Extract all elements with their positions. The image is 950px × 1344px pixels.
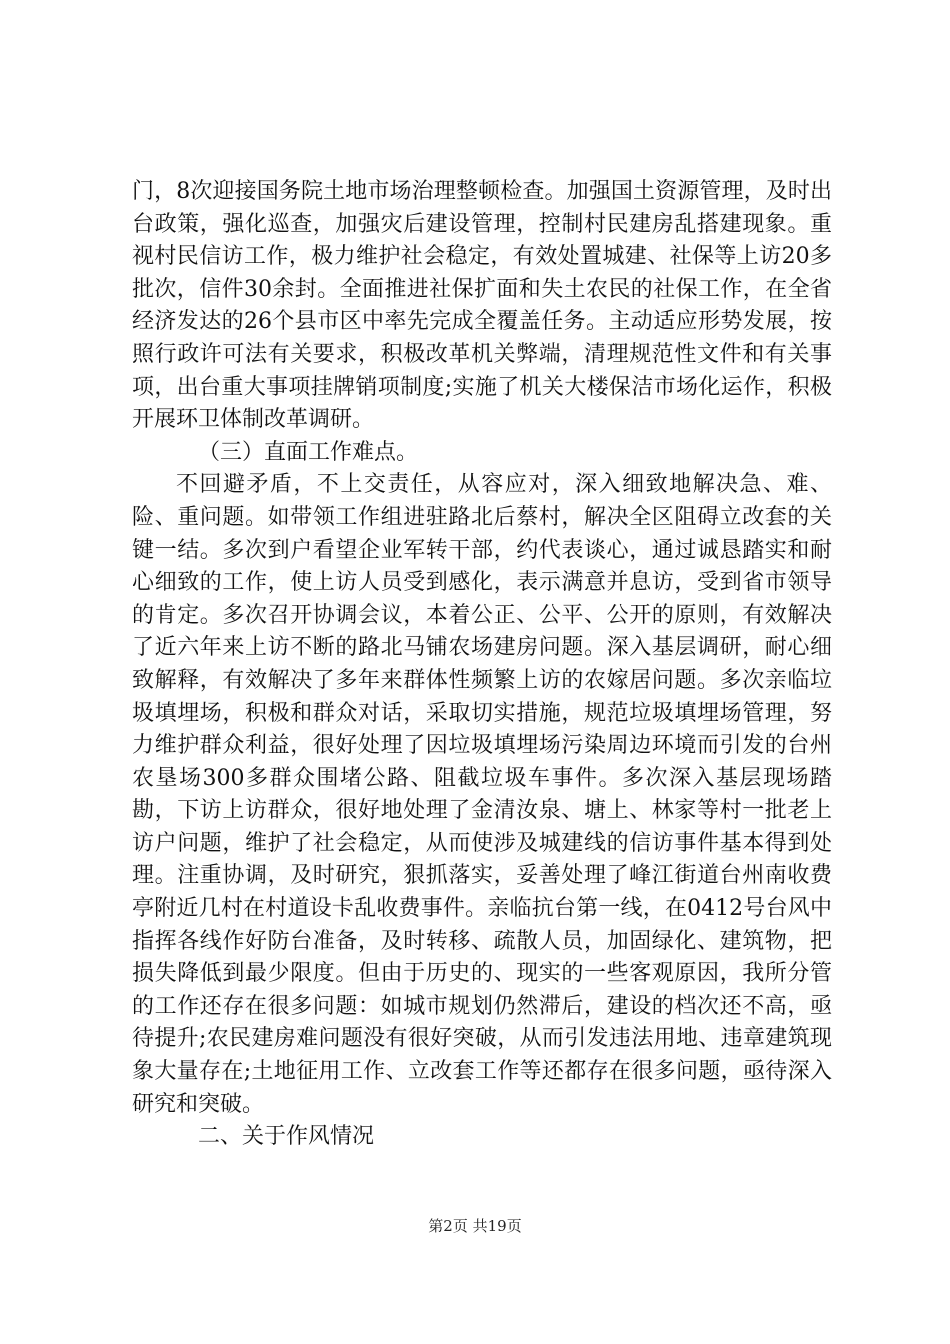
page-footer: 第2页 共19页 bbox=[428, 1217, 522, 1235]
section-heading-2: 二、关于作风情况 bbox=[198, 1124, 375, 1150]
section-heading-3: （三）直面工作难点。 bbox=[198, 439, 419, 465]
paragraph-difficulties: 不回避矛盾，不上交责任，从容应对，深入细致地解决急、难、险、重问题。如带领工作组进驻路北后蔡村，解决全区阻碍立改套的关键一结。多次到户看望企业军转干部，约代表谈心，通过诚恳踏实和耐心细致的工作，使上访人员受到感化，表示满意并息访，受到省市领导的肯定。多次召开协调会议，本着公正、公平、公开的原则，有效解决了近六年来上访不断的路北马铺农场建房问题。深入基层调研，耐心细致解释，有效解决了多年来群体性频繁上访的农嫁居问题。多次亲临垃圾填埋场，积极和群众对话，采取切实措施，规范垃圾填埋场管理，努力维护群众利益，很好处理了因垃圾填埋场污染周边环境而引发的台州农垦场300多群众围堵公路、阻截垃圾车事件。多次深入基层现场踏勘，下访上访群众，很好地处理了金清汝泉、塘上、林家等村一批老上访户问题，维护了社会稳定，从而使涉及城建线的信访事件基本得到处理。注重协调，及时研究，狠抓落实，妥善处理了峰江街道台州南收费亭附近几村在村道设卡乱收费事件。亲临抗台第一线，在0412号台风中指挥各线作好防台准备，及时转移、疏散人员，加固绿化、建筑物，把损失降低到最少限度。但由于历史的、现实的一些客观原因，我所分管的工作还存在很多问题：如城市规划仍然滞后，建设的档次还不高，亟待提升;农民建房难问题没有很好突破，从而引发违法用地、违章建筑现象大量存在;土地征用工作、立改套工作等还都存在很多问题，亟待深入研究和突破。 bbox=[132, 472, 832, 1117]
document-body bbox=[132, 176, 832, 1154]
paragraph-continuation: 门，8次迎接国务院土地市场治理整顿检查。加强国土资源管理，及时出台政策，强化巡查，加强灾后建设管理，控制村民建房乱搭建现象。重视村民信访工作，极力维护社会稳定，有效处置城建、社保等上访20多批次，信件30余封。全面推进社保扩面和失土农民的社保工作，在全省经济发达的26个县市区中率先完成全覆盖任务。主动适应形势发展，按照行政许可法有关要求，积极改革机关弊端，清理规范性文件和有关事项，出台重大事项挂牌销项制度;实施了机关大楼保洁市场化运作，积极开展环卫体制改革调研。 bbox=[132, 179, 832, 433]
